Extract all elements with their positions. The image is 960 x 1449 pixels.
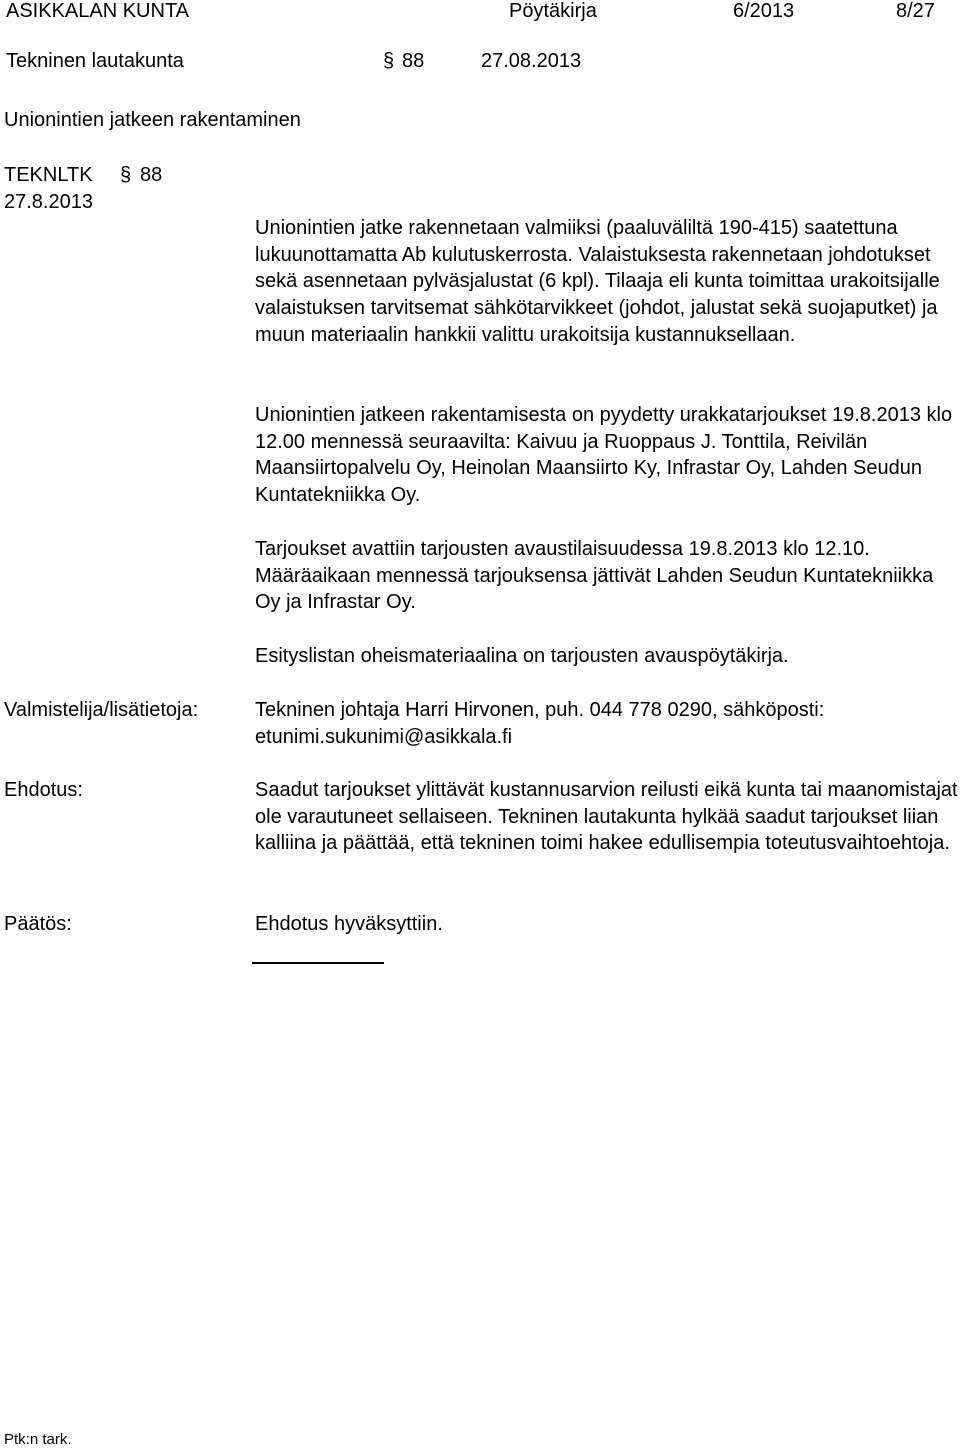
body-text-4	[255, 643, 959, 670]
decision-text: Ehdotus hyväksyttiin.	[255, 913, 443, 935]
section-title: Unionintien jatkeen rakentaminen	[4, 109, 301, 131]
body-text-2	[255, 402, 959, 509]
end-of-section-rule	[252, 962, 384, 964]
header-section-number: 88	[402, 50, 425, 72]
preparer-text-block	[255, 697, 959, 750]
paragraph-opening: Tarjoukset avattiin tarjousten avaustilaisuudessa 19.8.2013 klo 12.10. Määräaikaan mennessä tarjouksensa jättivät Lahden Seudun Kuntatekniikka Oy ja Infrastar Oy.	[255, 538, 934, 614]
reference-section-symbol: §	[120, 164, 132, 186]
header-date: 27.08.2013	[481, 50, 582, 72]
header-issue: 6/2013	[733, 0, 795, 22]
preparer-text: Tekninen johtaja Harri Hirvonen, puh. 044 778 0290, sähköposti: etunimi.sukunimi@asikkala.fi	[255, 699, 825, 748]
header-committee: Tekninen lautakunta	[6, 50, 184, 72]
reference-section-number: 88	[140, 164, 163, 186]
body-text	[255, 215, 959, 349]
paragraph-attachment: Esityslistan oheismateriaalina on tarjousten avauspöytäkirja.	[255, 645, 789, 667]
header-section-symbol: §	[383, 50, 395, 72]
proposal-text: Saadut tarjoukset ylittävät kustannusarvion reilusti eikä kunta tai maanomistajat ole varautuneet sellaiseen. Tekninen lautakunta hylkää saadut tarjoukset liian kalliina ja päättää, että tekninen toimi hakee edullisempia toteutusvaihtoehtoja.	[255, 779, 958, 855]
reference-date: 27.8.2013	[4, 191, 93, 213]
proposal-label: Ehdotus:	[4, 779, 83, 801]
proposal-text-block	[255, 777, 959, 857]
body-text-3	[255, 536, 959, 616]
footer-signature-note: Ptk:n tark.	[4, 1431, 72, 1448]
preparer-label: Valmistelija/lisätietoja:	[4, 699, 199, 721]
reference-committee: TEKNLTK	[4, 164, 93, 186]
paragraph-invitation: Unionintien jatkeen rakentamisesta on pyydetty urakkatarjoukset 19.8.2013 klo 12.00 mennessä seuraavilta: Kaivuu ja Ruoppaus J. Tonttila, Reivilän Maansiirtopalvelu Oy, Heinolan Maansiirto Ky, Infrastar Oy, Lahden Seudun Kuntatekniikka Oy.	[255, 404, 953, 507]
decision-label: Päätös:	[4, 913, 72, 935]
header-doc-type: Pöytäkirja	[509, 0, 597, 22]
paragraph-description: Unionintien jatke rakennetaan valmiiksi (paaluväliltä 190-415) saatettuna lukuunottamatta Ab kulutuskerrosta. Valaistuksesta rakennetaan johdotukset sekä asennetaan pylväsjalustat (6 kpl). Tilaaja eli kunta toimittaa urakoitsijalle valaistuksen tarvitsemat sähkötarvikkeet (johdot, jalustat sekä suojaputket) ja muun materiaalin hankkii valittu urakoitsija kustannuksellaan.	[255, 217, 940, 346]
header-page-number: 8/27	[896, 0, 935, 22]
header-municipality: ASIKKALAN KUNTA	[6, 0, 190, 22]
